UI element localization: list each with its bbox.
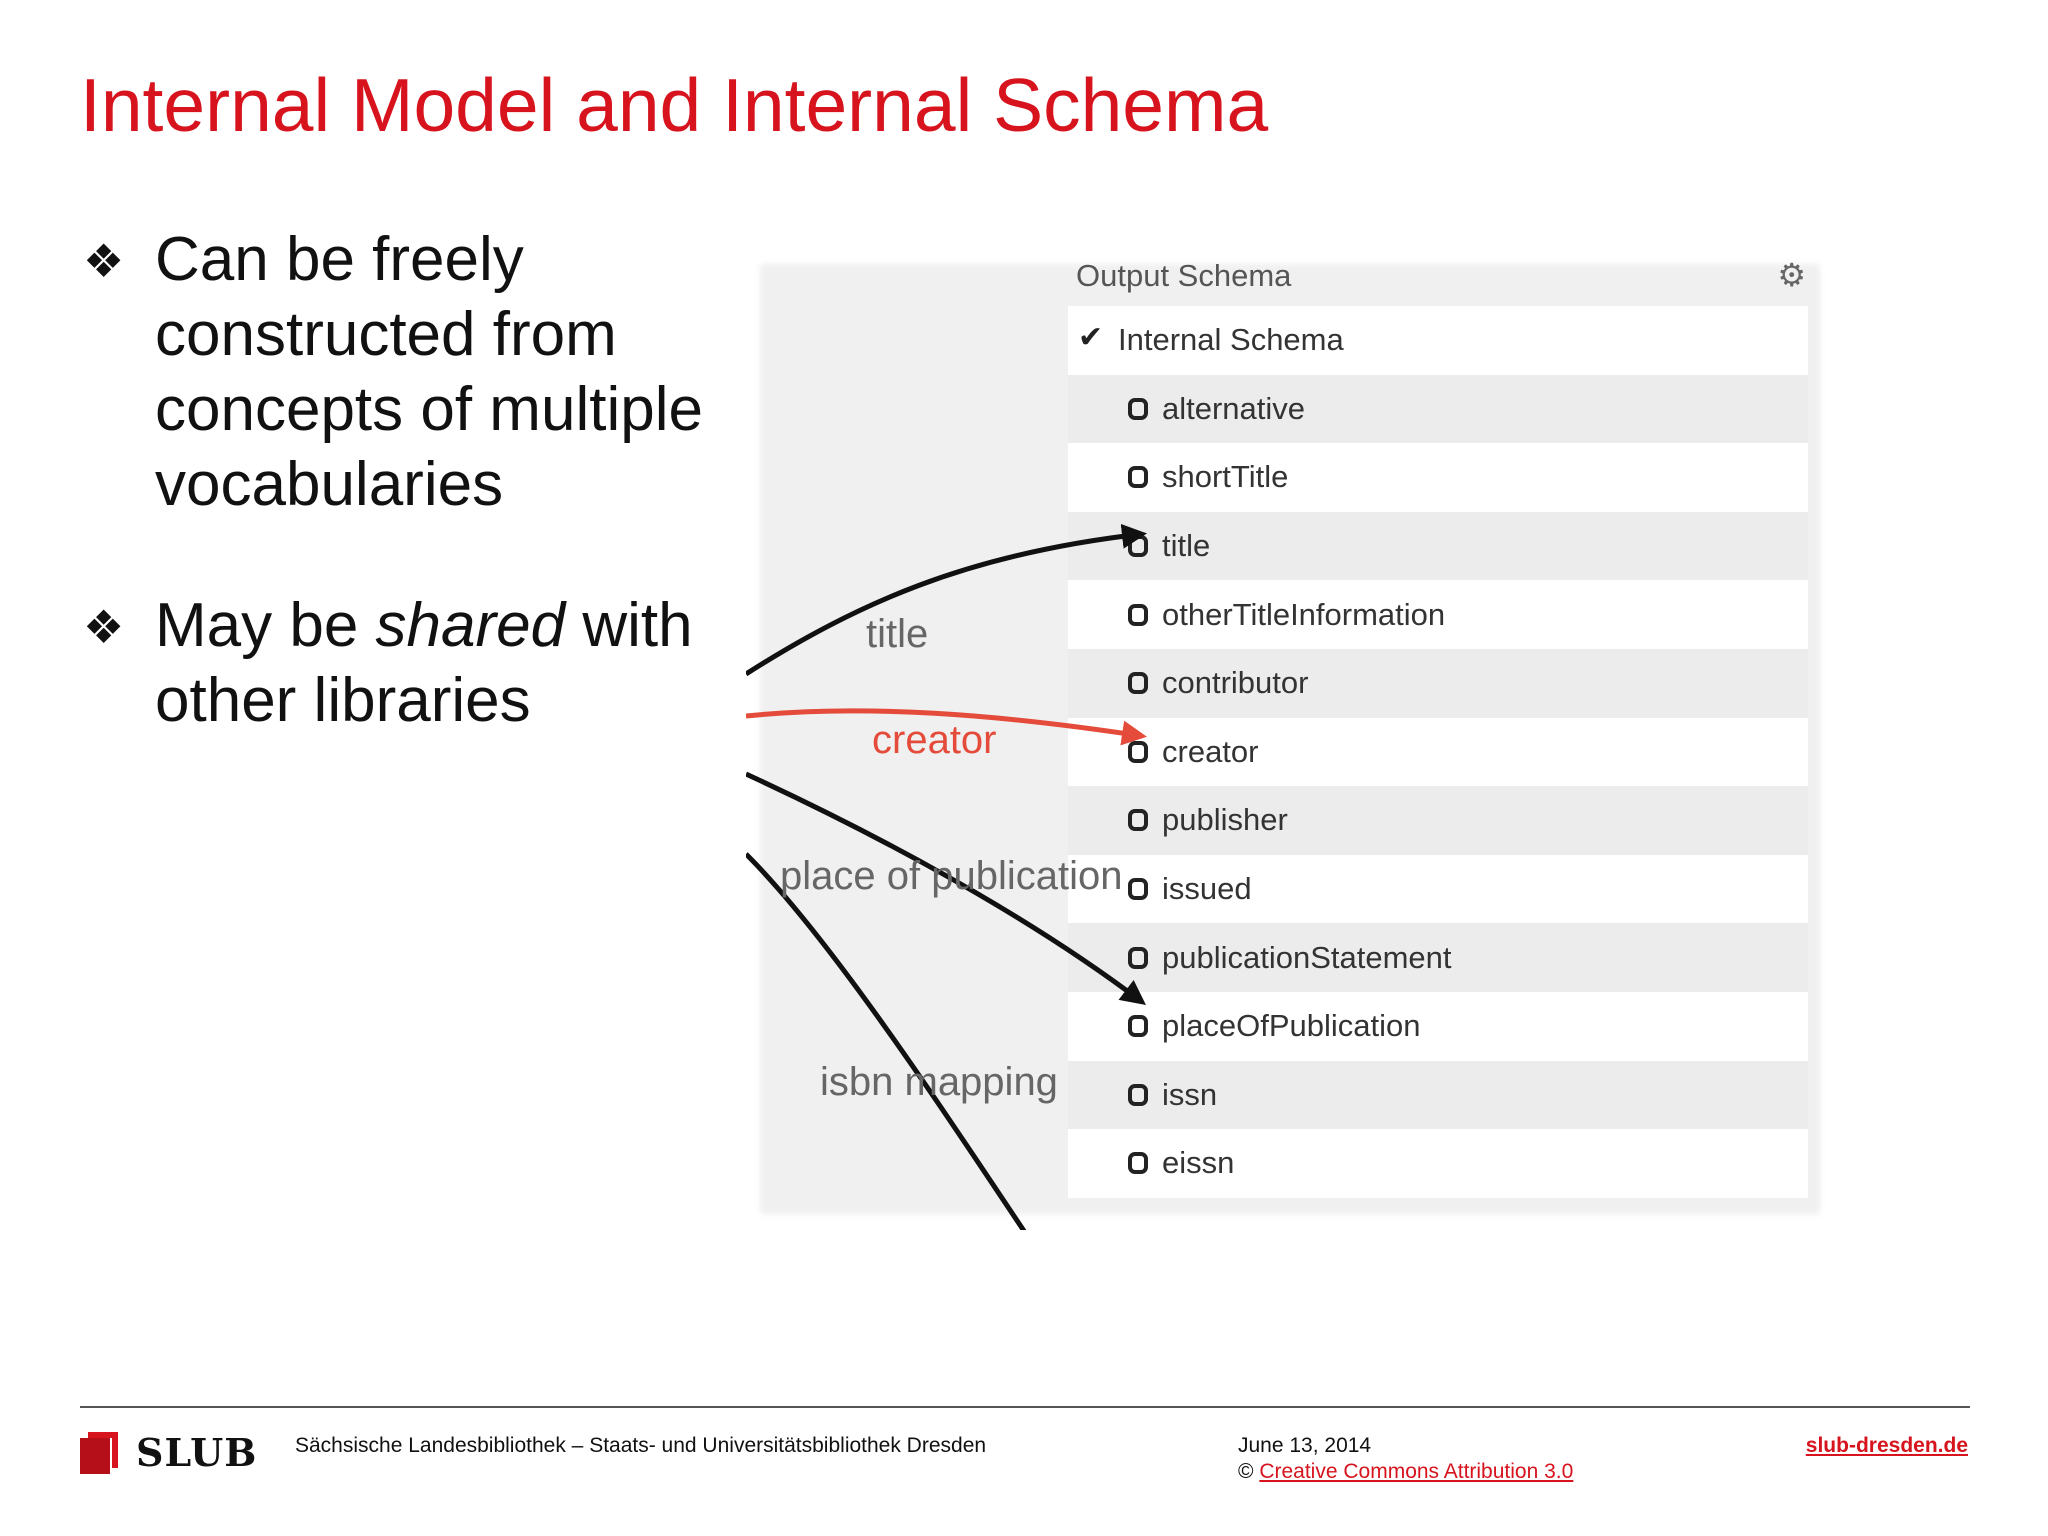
schema-item-label: otherTitleInformation [1162, 596, 1446, 632]
mapping-label-place-of-publication: place of publication [780, 854, 1123, 898]
chevron-down-icon[interactable]: ✔ [1078, 321, 1104, 354]
schema-item-label: contributor [1162, 665, 1309, 701]
bullet-list [80, 222, 720, 804]
schema-item-label: publicationStatement [1162, 939, 1452, 975]
schema-root-label: Internal Schema [1118, 322, 1344, 358]
output-schema-title: Output Schema [1076, 258, 1292, 293]
schema-item-label: shortTitle [1162, 459, 1289, 495]
schema-item-label: creator [1162, 733, 1259, 769]
footer-institution: Sächsische Landesbibliothek – Staats- und Universitätsbibliothek Dresden [295, 1434, 987, 1457]
bullet-text-start: May be [155, 591, 376, 660]
footer-divider [80, 1406, 1970, 1408]
logo-text: SLUB [136, 1430, 258, 1475]
footer-date: June 13, 2014 [1238, 1434, 1372, 1457]
schema-mapping-screenshot [746, 234, 1836, 1230]
schema-item-label: publisher [1162, 802, 1288, 838]
title-mapping-arrow [746, 534, 1142, 674]
mapping-label-creator: creator [872, 718, 997, 762]
footer-license [1238, 1460, 1573, 1484]
slub-logo [80, 1430, 257, 1475]
gear-icon[interactable]: ⚙ [1777, 257, 1806, 293]
mapping-label-isbn: isbn mapping [820, 1060, 1058, 1104]
isbn-mapping-arrow [746, 854, 1026, 1230]
license-link[interactable]: Creative Commons Attribution 3.0 [1259, 1460, 1574, 1483]
mapping-label-title: title [866, 612, 929, 656]
schema-item-label: title [1162, 528, 1211, 564]
bullet-text-end: with other libraries [155, 591, 693, 735]
slide-title: Internal Model and Internal Schema [80, 63, 1269, 147]
schema-item-label: alternative [1162, 390, 1306, 426]
schema-item-label: issued [1162, 871, 1252, 907]
bullet-item [80, 588, 720, 738]
bullet-text: Can be freely constructed from concepts of multiple vocabularies [155, 225, 703, 519]
footer-site-link[interactable]: slub-dresden.de [1805, 1434, 1968, 1457]
schema-item-label: eissn [1162, 1145, 1235, 1181]
schema-item-label: issn [1162, 1076, 1218, 1112]
schema-item-label: placeOfPublication [1162, 1008, 1421, 1044]
bullet-item [80, 222, 720, 522]
slub-book-icon [80, 1432, 118, 1474]
diamond-bullet-icon: ❖ [83, 235, 125, 287]
copyright-symbol: © [1238, 1460, 1254, 1483]
diamond-bullet-icon: ❖ [83, 601, 125, 653]
bullet-text-emphasis: shared [375, 591, 566, 660]
